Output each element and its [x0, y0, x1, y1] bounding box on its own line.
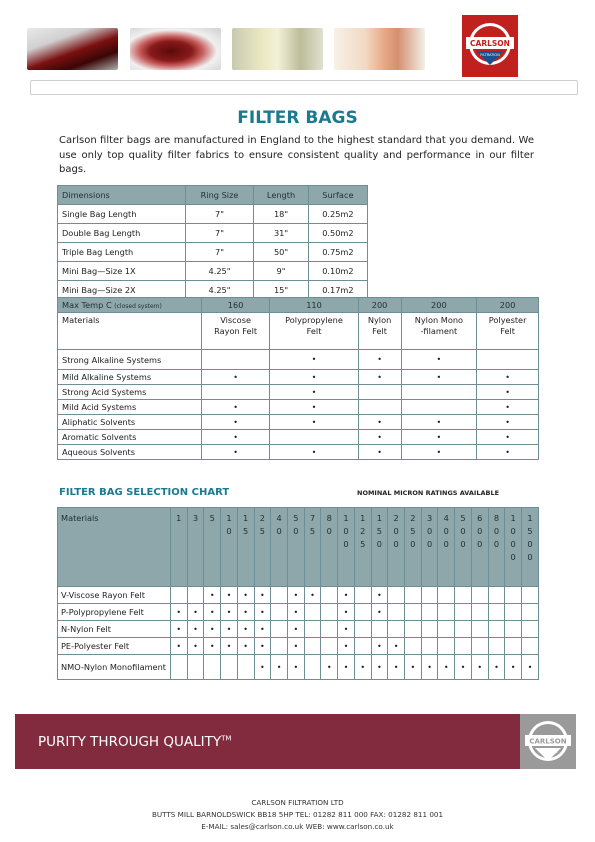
banner-logo-text: CARLSON [529, 737, 567, 746]
selection-mark [170, 655, 187, 680]
selection-row-label: P-Polypropylene Felt [58, 604, 171, 621]
selection-mark: • [204, 638, 221, 655]
selection-mark [187, 587, 204, 604]
selection-mark [271, 604, 288, 621]
selection-mark: • [287, 587, 304, 604]
selection-mark: • [287, 621, 304, 638]
selection-mark: • [371, 587, 388, 604]
selection-mark [354, 587, 371, 604]
compatibility-row-label: Mild Acid Systems [58, 400, 202, 415]
selection-mark: • [371, 638, 388, 655]
selection-mark [321, 621, 338, 638]
micron-rating: 5 0 0 [455, 508, 472, 587]
dimensions-cell: 0.10m2 [308, 262, 367, 281]
dimensions-row [58, 262, 368, 281]
selection-mark: • [471, 655, 488, 680]
selection-materials-label: Materials [58, 508, 171, 587]
dimensions-row [58, 243, 368, 262]
material-name: Nylon Felt [358, 313, 401, 350]
selection-mark: • [505, 655, 522, 680]
micron-rating: 1 0 0 [338, 508, 355, 587]
selection-mark [505, 638, 522, 655]
selection-mark [438, 587, 455, 604]
micron-rating: 6 0 0 [471, 508, 488, 587]
compatibility-row [58, 400, 539, 415]
selection-mark [321, 638, 338, 655]
selection-mark [421, 604, 438, 621]
dimensions-header: Surface [308, 186, 367, 205]
selection-mark: • [371, 604, 388, 621]
selection-mark [170, 587, 187, 604]
selection-mark [321, 604, 338, 621]
selection-mark: • [271, 655, 288, 680]
selection-row [58, 604, 539, 621]
selection-mark [271, 587, 288, 604]
compatibility-mark [477, 350, 539, 370]
compatibility-mark [201, 385, 270, 400]
header-rule [30, 80, 578, 95]
logo-subtext: FILTRATION [480, 53, 500, 57]
compatibility-row [58, 350, 539, 370]
selection-chart-table [57, 507, 539, 680]
selection-mark: • [237, 587, 254, 604]
micron-rating: 1 [170, 508, 187, 587]
material-name: Viscose Rayon Felt [201, 313, 270, 350]
micron-rating: 4 0 0 [438, 508, 455, 587]
selection-mark [438, 638, 455, 655]
selection-mark [237, 655, 254, 680]
compatibility-row-label: Strong Acid Systems [58, 385, 202, 400]
dimensions-cell: 4.25" [185, 262, 253, 281]
selection-mark [438, 621, 455, 638]
dimensions-row-label: Mini Bag—Size 2X [58, 281, 186, 300]
selection-mark [488, 621, 505, 638]
selection-mark: • [354, 655, 371, 680]
compatibility-mark: • [401, 430, 477, 445]
header-photo-wine [27, 28, 118, 70]
dimensions-cell: 4.25" [185, 281, 253, 300]
max-temp-value: 200 [477, 298, 539, 313]
selection-mark: • [522, 655, 539, 680]
selection-mark [438, 604, 455, 621]
selection-mark: • [204, 621, 221, 638]
micron-rating: 2 5 0 [404, 508, 421, 587]
dimensions-header: Dimensions [58, 186, 186, 205]
selection-mark [522, 604, 539, 621]
compatibility-row-label: Mild Alkaline Systems [58, 370, 202, 385]
header-photo-spoon [130, 28, 221, 70]
compatibility-mark: • [401, 445, 477, 460]
max-temp-value: 200 [358, 298, 401, 313]
selection-mark [304, 638, 321, 655]
micron-rating: 8 0 [321, 508, 338, 587]
compatibility-row-label: Strong Alkaline Systems [58, 350, 202, 370]
compatibility-row [58, 430, 539, 445]
header-photo-bottle [334, 28, 425, 70]
compatibility-row [58, 445, 539, 460]
dimensions-cell: 0.17m2 [308, 281, 367, 300]
dimensions-cell: 7" [185, 224, 253, 243]
selection-mark [505, 587, 522, 604]
selection-mark: • [338, 587, 355, 604]
selection-mark [488, 638, 505, 655]
selection-mark: • [187, 621, 204, 638]
selection-row [58, 655, 539, 680]
compatibility-mark [270, 430, 358, 445]
material-name: Polypropylene Felt [270, 313, 358, 350]
selection-mark [304, 604, 321, 621]
compatibility-mark: • [201, 415, 270, 430]
selection-mark [388, 587, 405, 604]
selection-mark [522, 621, 539, 638]
compatibility-mark: • [201, 445, 270, 460]
compatibility-mark: • [477, 385, 539, 400]
micron-rating: 1 5 [237, 508, 254, 587]
compatibility-mark: • [201, 430, 270, 445]
selection-mark: • [438, 655, 455, 680]
compatibility-mark: • [358, 415, 401, 430]
compatibility-mark [358, 385, 401, 400]
dimensions-row-label: Double Bag Length [58, 224, 186, 243]
selection-mark [271, 621, 288, 638]
selection-mark: • [388, 655, 405, 680]
selection-mark: • [338, 621, 355, 638]
dimensions-cell: 0.25m2 [308, 205, 367, 224]
micron-rating: 1 2 5 [354, 508, 371, 587]
compatibility-mark [401, 385, 477, 400]
selection-mark [522, 587, 539, 604]
selection-mark [187, 655, 204, 680]
selection-mark: • [254, 638, 271, 655]
footer [0, 797, 595, 833]
dimensions-cell: 9" [254, 262, 309, 281]
micron-rating: 4 0 [271, 508, 288, 587]
micron-rating: 8 0 0 [488, 508, 505, 587]
selection-mark: • [404, 655, 421, 680]
dimensions-row-label: Mini Bag—Size 1X [58, 262, 186, 281]
materials-label: Materials [58, 313, 202, 350]
selection-mark [321, 587, 338, 604]
selection-mark: • [187, 604, 204, 621]
selection-mark: • [170, 604, 187, 621]
dimensions-cell: 7" [185, 205, 253, 224]
selection-mark [471, 638, 488, 655]
material-name: Polyester Felt [477, 313, 539, 350]
compatibility-mark: • [201, 400, 270, 415]
selection-mark [455, 587, 472, 604]
selection-mark: • [488, 655, 505, 680]
compatibility-mark: • [270, 370, 358, 385]
selection-mark [522, 638, 539, 655]
dimensions-row-label: Triple Bag Length [58, 243, 186, 262]
compatibility-mark: • [401, 415, 477, 430]
selection-mark [388, 621, 405, 638]
selection-mark [505, 604, 522, 621]
micron-rating: 5 [204, 508, 221, 587]
carlson-logo [462, 15, 518, 77]
page-title: FILTER BAGS [237, 108, 358, 128]
dimensions-cell: 0.50m2 [308, 224, 367, 243]
dimensions-table [57, 185, 368, 300]
selection-row-label: NMO-Nylon Monofilament [58, 655, 171, 680]
compatibility-mark: • [358, 445, 401, 460]
selection-mark: • [371, 655, 388, 680]
logo-text: CARLSON [470, 39, 510, 48]
selection-mark [404, 604, 421, 621]
dimensions-cell: 18" [254, 205, 309, 224]
compatibility-mark: • [270, 445, 358, 460]
selection-mark: • [338, 655, 355, 680]
temperature-compatibility-table [57, 297, 539, 460]
selection-mark: • [237, 638, 254, 655]
footer-company: CARLSON FILTRATION LTD [251, 798, 344, 807]
selection-mark [304, 655, 321, 680]
selection-mark [404, 587, 421, 604]
compatibility-mark [201, 350, 270, 370]
selection-mark [455, 621, 472, 638]
compatibility-mark: • [477, 370, 539, 385]
selection-mark: • [338, 604, 355, 621]
footer-address: BUTTS MILL BARNOLDSWICK BB18 5HP TEL: 01282 811 000 FAX: 01282 811 001 [151, 810, 444, 819]
selection-mark [204, 655, 221, 680]
selection-mark: • [388, 638, 405, 655]
selection-mark: • [455, 655, 472, 680]
selection-mark [421, 638, 438, 655]
compatibility-mark: • [358, 430, 401, 445]
compatibility-mark: • [270, 415, 358, 430]
selection-mark [354, 621, 371, 638]
dimensions-cell: 7" [185, 243, 253, 262]
selection-mark: • [254, 621, 271, 638]
dimensions-cell: 15" [254, 281, 309, 300]
banner-slogan: PURITY THROUGH QUALITY™ [38, 734, 232, 750]
selection-mark: • [187, 638, 204, 655]
micron-rating: 1 0 [221, 508, 238, 587]
selection-mark [371, 621, 388, 638]
selection-mark: • [170, 638, 187, 655]
compatibility-mark [401, 400, 477, 415]
selection-row [58, 587, 539, 604]
selection-row [58, 638, 539, 655]
selection-mark: • [204, 587, 221, 604]
compatibility-mark: • [358, 370, 401, 385]
compatibility-mark: • [477, 430, 539, 445]
selection-mark [421, 621, 438, 638]
compatibility-mark: • [477, 445, 539, 460]
compatibility-row [58, 415, 539, 430]
selection-mark: • [254, 587, 271, 604]
nominal-micron-label: NOMINAL MICRON RATINGS AVAILABLE [357, 489, 500, 497]
selection-mark: • [170, 621, 187, 638]
selection-mark: • [221, 604, 238, 621]
compatibility-mark: • [201, 370, 270, 385]
selection-row-label: PE-Polyester Felt [58, 638, 171, 655]
dimensions-cell: 50" [254, 243, 309, 262]
compatibility-mark [358, 400, 401, 415]
material-name: Nylon Mono -filament [401, 313, 477, 350]
selection-mark: • [254, 604, 271, 621]
selection-mark: • [287, 638, 304, 655]
selection-mark [221, 655, 238, 680]
compatibility-mark: • [401, 350, 477, 370]
selection-mark [488, 587, 505, 604]
dimensions-row-label: Single Bag Length [58, 205, 186, 224]
compatibility-mark: • [270, 385, 358, 400]
dimensions-header: Length [254, 186, 309, 205]
compatibility-mark: • [270, 350, 358, 370]
selection-mark: • [204, 604, 221, 621]
compatibility-mark: • [477, 415, 539, 430]
header-photo-glass [232, 28, 323, 70]
selection-mark: • [287, 604, 304, 621]
compatibility-row-label: Aqueous Solvents [58, 445, 202, 460]
selection-mark: • [221, 621, 238, 638]
selection-mark [354, 604, 371, 621]
dimensions-cell: 0.75m2 [308, 243, 367, 262]
dimensions-header: Ring Size [185, 186, 253, 205]
selection-mark [505, 621, 522, 638]
selection-mark [471, 604, 488, 621]
selection-mark [388, 604, 405, 621]
footer-contact: E-MAIL: sales@carlson.co.uk WEB: www.carlson.co.uk [201, 822, 394, 831]
selection-mark [404, 621, 421, 638]
selection-mark: • [221, 638, 238, 655]
compatibility-mark: • [270, 400, 358, 415]
selection-chart-title: FILTER BAG SELECTION CHART [59, 487, 230, 498]
compatibility-row-label: Aromatic Solvents [58, 430, 202, 445]
compatibility-row [58, 385, 539, 400]
selection-mark: • [237, 621, 254, 638]
compatibility-mark: • [358, 350, 401, 370]
selection-mark [455, 638, 472, 655]
selection-mark: • [287, 655, 304, 680]
selection-mark [404, 638, 421, 655]
selection-mark [471, 587, 488, 604]
selection-mark: • [254, 655, 271, 680]
banner-logo-subtext: FILTRATION [538, 750, 558, 754]
selection-mark: • [304, 587, 321, 604]
compatibility-row [58, 370, 539, 385]
compatibility-row-label: Aliphatic Solvents [58, 415, 202, 430]
micron-rating: 7 5 [304, 508, 321, 587]
max-temp-label: Max Temp C (closed system) [58, 298, 202, 313]
micron-rating: 1 0 0 0 [505, 508, 522, 587]
selection-mark [354, 638, 371, 655]
selection-mark: • [338, 638, 355, 655]
micron-rating: 5 0 [287, 508, 304, 587]
max-temp-value: 110 [270, 298, 358, 313]
dimensions-cell: 31" [254, 224, 309, 243]
selection-mark [488, 604, 505, 621]
selection-mark: • [421, 655, 438, 680]
selection-row [58, 621, 539, 638]
micron-rating: 3 0 0 [421, 508, 438, 587]
selection-mark [421, 587, 438, 604]
micron-rating: 2 5 [254, 508, 271, 587]
selection-mark [271, 638, 288, 655]
selection-row-label: N-Nylon Felt [58, 621, 171, 638]
selection-mark [471, 621, 488, 638]
dimensions-row [58, 205, 368, 224]
micron-rating: 2 0 0 [388, 508, 405, 587]
intro-paragraph: Carlson filter bags are manufactured in England to the highest standard that you demand. We use only top quality filter fabrics to ensure consistent quality and performance in our filter bags. [59, 135, 534, 175]
selection-mark: • [321, 655, 338, 680]
micron-rating: 3 [187, 508, 204, 587]
dimensions-row [58, 224, 368, 243]
compatibility-mark: • [401, 370, 477, 385]
selection-row-label: V-Viscose Rayon Felt [58, 587, 171, 604]
max-temp-value: 160 [201, 298, 270, 313]
selection-mark [304, 621, 321, 638]
micron-rating: 1 5 0 [371, 508, 388, 587]
compatibility-mark: • [477, 400, 539, 415]
selection-mark: • [221, 587, 238, 604]
banner-logo-panel [520, 714, 576, 769]
selection-mark: • [237, 604, 254, 621]
max-temp-value: 200 [401, 298, 477, 313]
selection-mark [455, 604, 472, 621]
micron-rating: 1 5 0 0 [522, 508, 539, 587]
